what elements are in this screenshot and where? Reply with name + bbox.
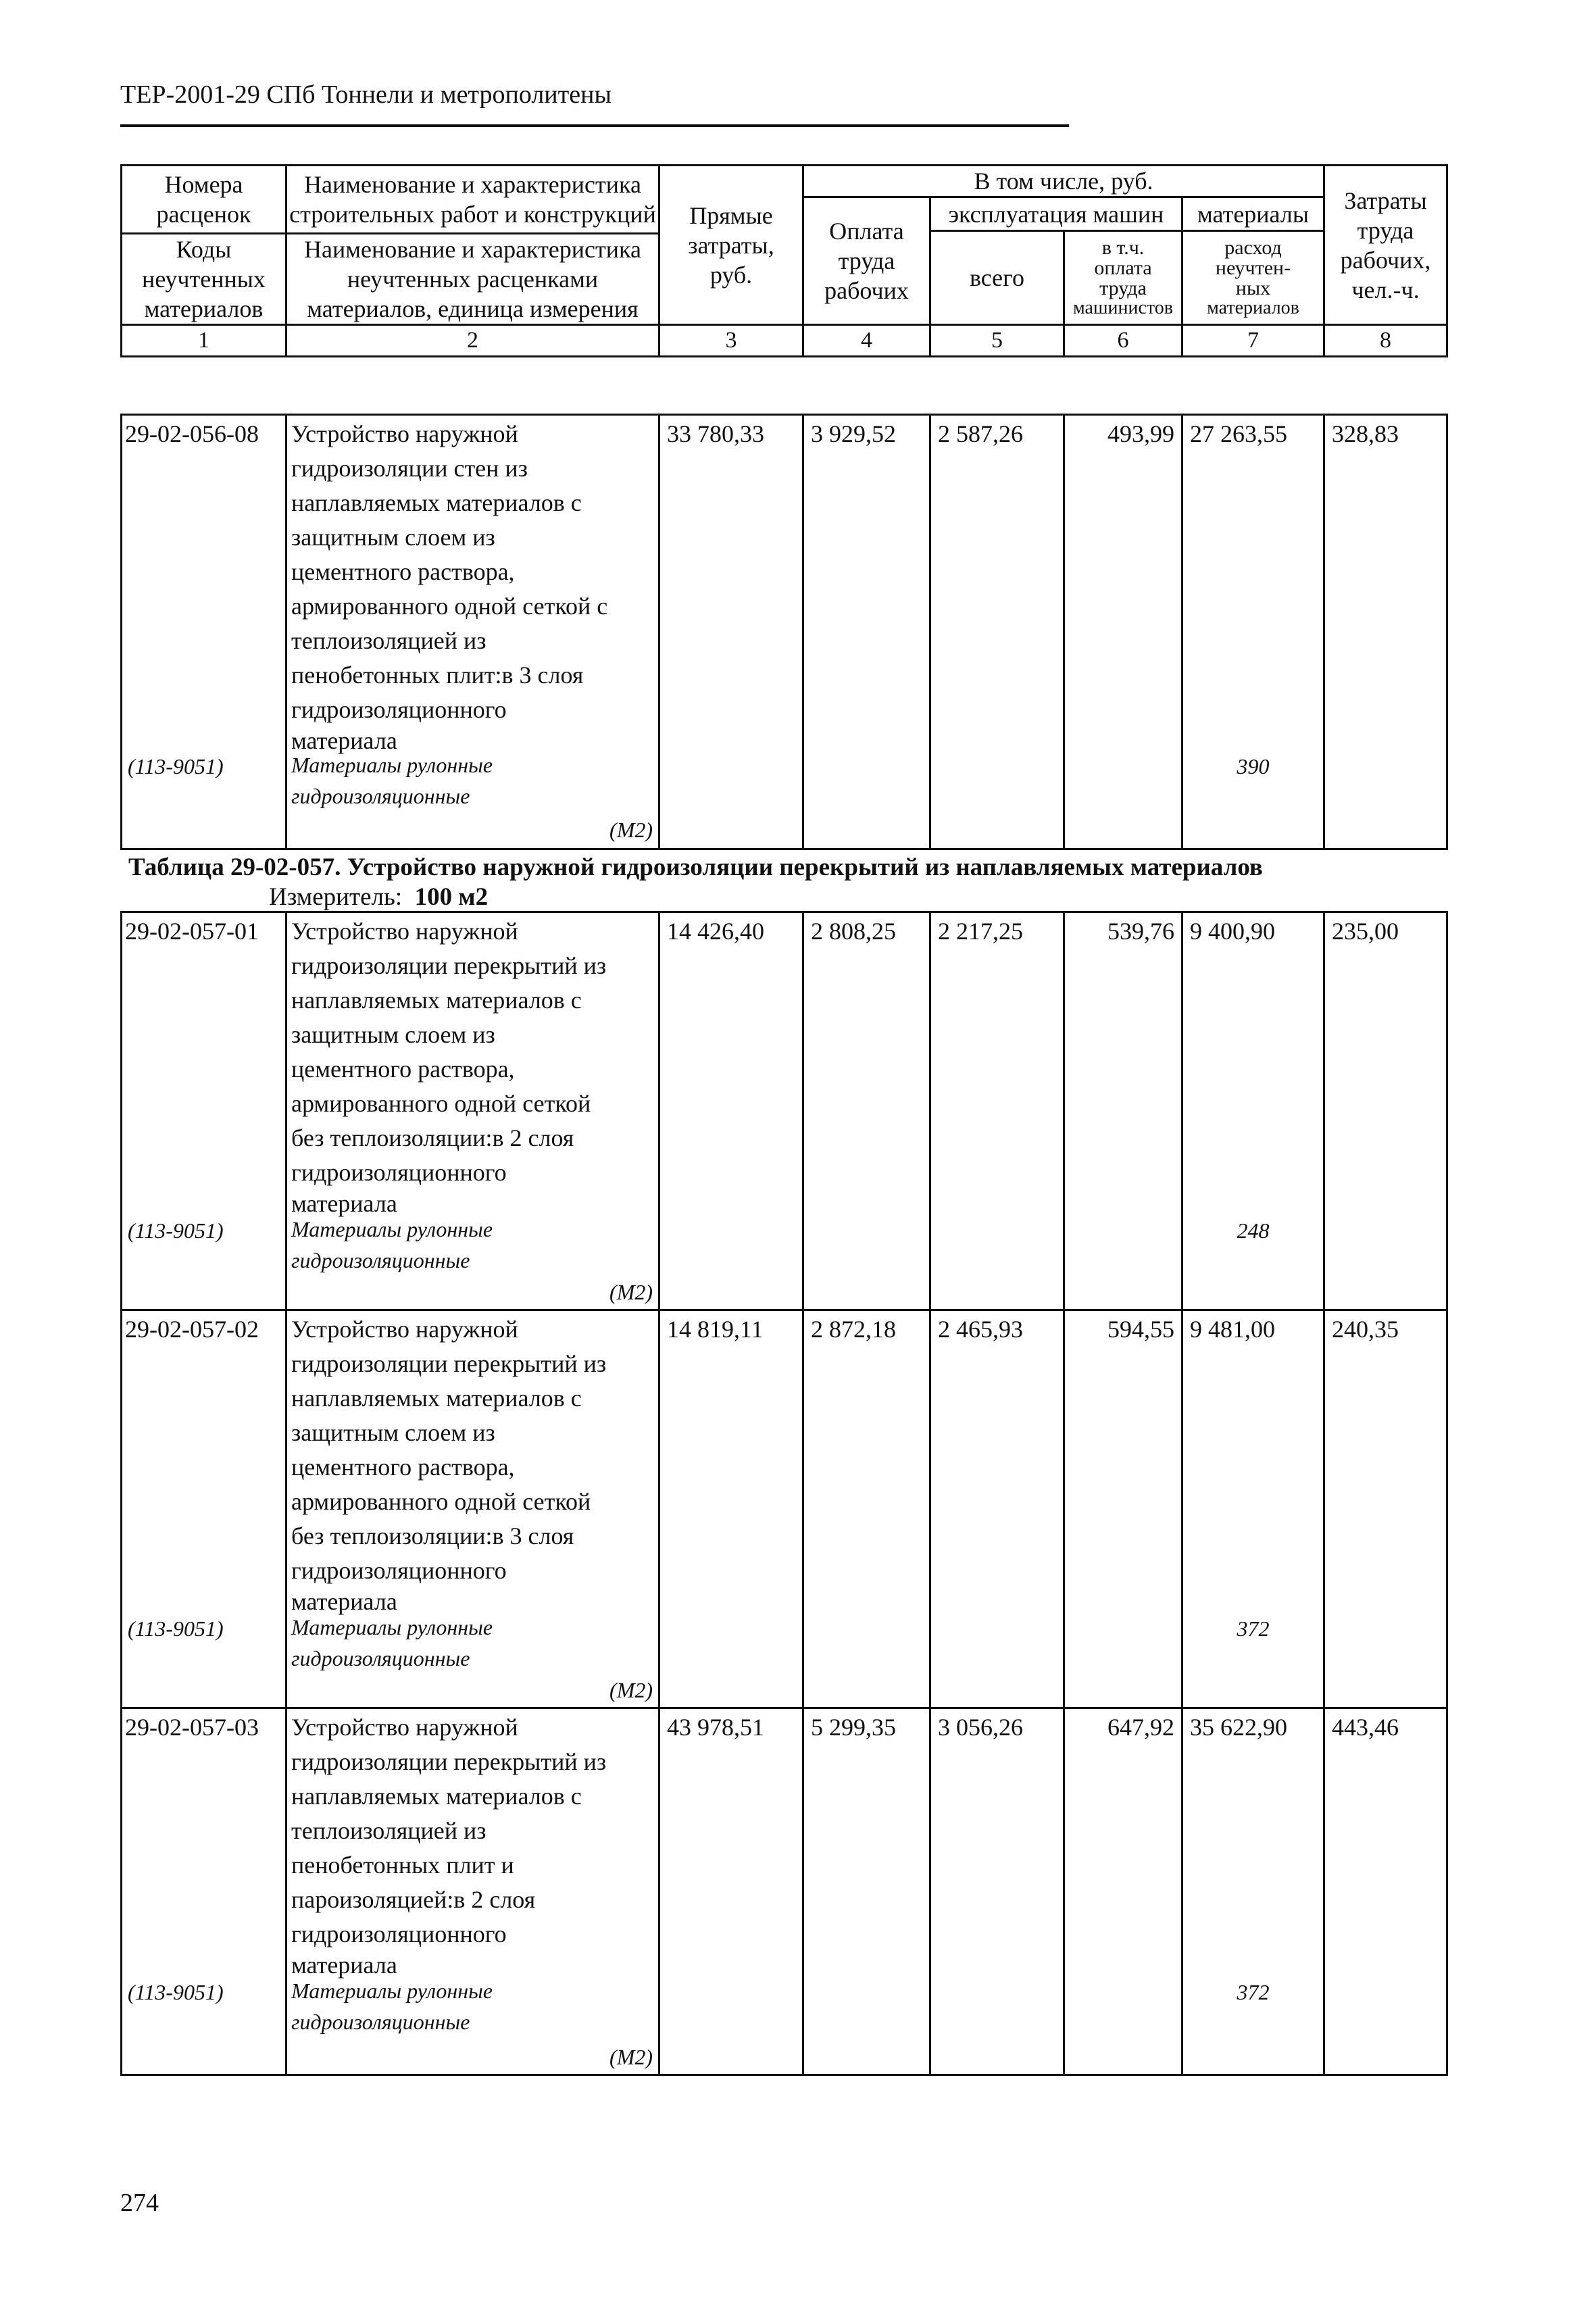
measure-unit: Измеритель: 100 м2	[269, 883, 489, 911]
labor-hours: 235,00	[1332, 918, 1399, 945]
header-labor-hours: Затраты труда рабочих, чел.-ч.	[1324, 166, 1447, 325]
header-codes-bottom: Коды неучтенных материалов	[122, 234, 286, 325]
machinists-pay: 539,76	[1107, 918, 1174, 945]
header-materials: материалы	[1182, 197, 1324, 231]
direct-costs: 14 819,11	[667, 1316, 764, 1343]
machines-total: 2 587,26	[938, 420, 1023, 447]
material-name: Материалы рулонные гидроизоляционные	[291, 1217, 493, 1272]
column-header-table	[120, 164, 1448, 357]
material-unit: (М2)	[609, 818, 653, 842]
machinists-pay: 493,99	[1107, 420, 1174, 447]
page-header: ТЕР-2001-29 СПб Тоннели и метрополитены	[120, 80, 612, 109]
header-unaccounted-materials: расход неучтен- ных материалов	[1182, 231, 1324, 325]
machines-total: 3 056,26	[938, 1714, 1023, 1741]
material-code: (113-9051)	[128, 1980, 224, 2004]
labor-pay: 3 929,52	[811, 420, 896, 447]
header-labor-pay: Оплата труда рабочих	[803, 197, 930, 325]
labor-pay: 2 872,18	[811, 1316, 896, 1343]
rate-code: 29-02-057-01	[125, 918, 259, 945]
labor-hours: 240,35	[1332, 1316, 1399, 1343]
machinists-pay: 647,92	[1107, 1714, 1174, 1741]
rate-code: 29-02-056-08	[125, 420, 259, 447]
rate-code: 29-02-057-03	[125, 1714, 259, 1741]
materials-cost: 35 622,90	[1190, 1714, 1287, 1741]
materials-cost: 9 481,00	[1190, 1316, 1275, 1343]
labor-hours: 443,46	[1332, 1714, 1399, 1741]
material-code: (113-9051)	[128, 1218, 224, 1243]
header-machines-total: всего	[930, 231, 1064, 325]
material-quantity: 248	[1237, 1218, 1270, 1243]
material-unit: (М2)	[609, 1678, 653, 1702]
labor-pay: 5 299,35	[811, 1714, 896, 1741]
material-code: (113-9051)	[128, 1616, 224, 1641]
rate-code: 29-02-057-02	[125, 1316, 259, 1343]
table-row: 29-02-057-01 (113-9051) Устройство наружной гидроизоляции перекрытий из наплавляемых материалов с защитным слоем из цементного раствора, армированного одной сеткой без теплоизоляции:в 2 слоя гидроизоляционного материала Материалы рулонные гидроизоляционные (М2) 14 426,40 2 808,25 2 217,25 539,76 9 400,90 248 235,00	[122, 912, 1447, 1310]
labor-hours: 328,83	[1332, 420, 1399, 447]
materials-cost: 9 400,90	[1190, 918, 1275, 945]
header-rule	[120, 124, 1069, 127]
page-number: 274	[120, 2189, 159, 2217]
machinists-pay: 594,55	[1107, 1316, 1174, 1343]
material-quantity: 372	[1237, 1616, 1270, 1641]
rates-table-056	[120, 414, 1448, 850]
table-title: Таблица 29-02-057. Устройство наружной гидроизоляции перекрытий из наплавляемых материалов	[128, 853, 1263, 881]
header-machinists-pay: в т.ч. оплата труда машинистов	[1064, 231, 1182, 325]
material-unit: (М2)	[609, 2045, 653, 2069]
material-name: Материалы рулонные гидроизоляционные	[291, 1979, 493, 2034]
header-name-bottom: Наименование и характеристика неучтенных расценками материалов, единица измерения	[286, 234, 659, 325]
material-quantity: 390	[1237, 754, 1270, 778]
table-row: 29-02-057-03 (113-9051) Устройство наружной гидроизоляции перекрытий из наплавляемых материалов с теплоизоляцией из пенобетонных плит и пароизоляцией:в 2 слоя гидроизоляционного материала Материалы рулонные гидроизоляционные (М2) 43 978,51 5 299,35 3 056,26 647,92 35 622,90 372 443,46	[122, 1708, 1447, 2075]
material-name: Материалы рулонные гидроизоляционные	[291, 753, 493, 808]
material-code: (113-9051)	[128, 754, 224, 778]
material-name: Материалы рулонные гидроизоляционные	[291, 1615, 493, 1670]
direct-costs: 43 978,51	[667, 1714, 764, 1741]
direct-costs: 14 426,40	[667, 918, 764, 945]
header-group: В том числе, руб.	[803, 166, 1324, 197]
materials-cost: 27 263,55	[1190, 420, 1287, 447]
direct-costs: 33 780,33	[667, 420, 764, 447]
table-row: 29-02-057-02 (113-9051) Устройство наружной гидроизоляции перекрытий из наплавляемых материалов с защитным слоем из цементного раствора, армированного одной сеткой без теплоизоляции:в 3 слоя гидроизоляционного материала Материалы рулонные гидроизоляционные (М2) 14 819,11 2 872,18 2 465,93 594,55 9 481,00 372 240,35	[122, 1310, 1447, 1708]
column-numbers-row: 1 2 3 4 5 6 7 8	[122, 325, 1447, 357]
header-machines: эксплуатация машин	[930, 197, 1182, 231]
machines-total: 2 217,25	[938, 918, 1023, 945]
material-unit: (М2)	[609, 1280, 653, 1304]
rates-table-057	[120, 911, 1448, 2076]
header-direct-costs: Прямые затраты, руб.	[659, 166, 803, 325]
table-row: 29-02-056-08 (113-9051) Устройство наружной гидроизоляции стен из наплавляемых материалов с защитным слоем из цементного раствора, армированного одной сеткой с теплоизоляцией из пенобетонных плит:в 3 слоя гидроизоляционного материала Материалы рулонные гидроизоляционные (М2) 33 780,33 3 929,52 2 587,26 493,99 27 263,55 390 328,83	[122, 415, 1447, 849]
material-quantity: 372	[1237, 1980, 1270, 2004]
machines-total: 2 465,93	[938, 1316, 1023, 1343]
header-codes-top: Номера расценок	[122, 166, 286, 234]
labor-pay: 2 808,25	[811, 918, 896, 945]
header-name-top: Наименование и характеристика строительных работ и конструкций	[286, 166, 659, 234]
